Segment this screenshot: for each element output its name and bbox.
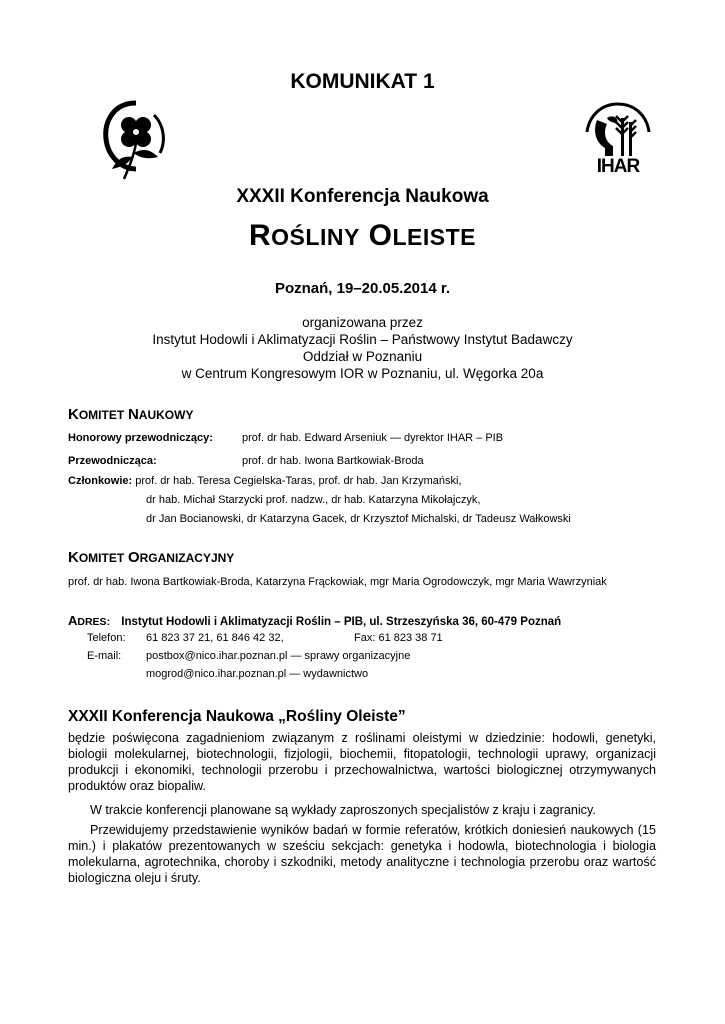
members-line: prof. dr hab. Teresa Cegielska-Taras, prof. dr hab. Jan Krzymański, bbox=[135, 475, 462, 487]
ihar-logo-icon bbox=[583, 100, 653, 180]
email-link[interactable]: postbox@nico.ihar.poznan.pl — sprawy organizacyjne bbox=[146, 650, 411, 662]
fax-value: Fax: 61 823 38 71 bbox=[354, 632, 443, 644]
organizing-committee-heading bbox=[68, 549, 234, 566]
members-label: Członkowie: bbox=[68, 475, 133, 487]
chair-row bbox=[68, 455, 424, 467]
heading-initial: N bbox=[127, 406, 139, 423]
honorary-chair-label: Honorowy przewodniczący: bbox=[68, 432, 213, 444]
honorary-chair-value: prof. dr hab. Edward Arseniuk — dyrektor IHAR – PIB bbox=[242, 432, 504, 444]
organizer-line: organizowana przez bbox=[302, 315, 423, 330]
email-link[interactable]: mogrod@nico.ihar.poznan.pl — wydawnictwo bbox=[146, 668, 369, 680]
address-label-initial: A bbox=[68, 613, 78, 628]
address-row bbox=[68, 613, 561, 628]
description-paragraph: będzie poświęcona zagadnieniom związanym z roślinami oleistymi w dziedzinie: hodowli, genetyki, biologii molekularnej, biotechnologii, fizjologii, biochemii, fitopatologii, technologii uprawy, organizacji produkcji i ekonomiki, technologii przerobu i przechowalnictwa, wartości biologicznej otrzymywanych produktów oraz biopaliw. bbox=[68, 731, 656, 793]
chair-label: Przewodnicząca: bbox=[68, 455, 157, 467]
heading-initial: K bbox=[68, 406, 79, 423]
honorary-chair-row bbox=[68, 432, 504, 444]
address-value: Instytut Hodowli i Aklimatyzacji Roślin – PIB, ul. Strzeszyńska 36, 60-479 Poznań bbox=[121, 616, 562, 628]
oilseed-plant-logo-icon bbox=[100, 95, 172, 185]
conference-name-part-1: OŚLINY bbox=[271, 224, 360, 250]
conference-name bbox=[0, 219, 725, 253]
organizer-line: Instytut Hodowli i Aklimatyzacji Roślin – Państwowy Instytut Badawczy bbox=[152, 332, 573, 347]
heading-part: OMITET bbox=[78, 551, 125, 565]
heading-part: AUKOWY bbox=[138, 408, 194, 422]
organizer-block bbox=[0, 314, 725, 382]
conference-title: XXXII Konferencja Naukowa bbox=[236, 186, 489, 207]
organizing-committee-members: prof. dr hab. Iwona Bartkowiak-Broda, Katarzyna Frąckowiak, mgr Maria Ogrodowczyk, mgr Maria Wawrzyniak bbox=[68, 576, 607, 588]
organizer-line: w Centrum Kongresowym IOR w Poznaniu, ul. Węgorka 20a bbox=[181, 366, 544, 381]
page-title: KOMUNIKAT 1 bbox=[290, 70, 435, 93]
chair-value: prof. dr hab. Iwona Bartkowiak-Broda bbox=[242, 455, 424, 467]
place-date: Poznań, 19–20.05.2014 r. bbox=[274, 280, 451, 297]
address-label: DRES: bbox=[77, 616, 111, 628]
members-line: dr Jan Bocianowski, dr Katarzyna Gacek, dr Krzysztof Michalski, dr Tadeusz Wałkowski bbox=[146, 513, 571, 525]
members-line: dr hab. Michał Starzycki prof. nadzw., dr hab. Katarzyna Mikołajczyk, bbox=[146, 494, 481, 506]
description-heading: XXXII Konferencja Naukowa „Rośliny Oleiste” bbox=[68, 708, 406, 725]
description-paragraph: Przewidujemy przedstawienie wyników badań w formie referatów, krótkich doniesień naukowych (15 min.) i plakatów prezentowanych w sześciu sekcjach: genetyka i hodowla, biotechnologia i biologia molekularna, agrotechnika, choroby i szkodniki, metody analityczne i technologia przerobu oraz wartość biologiczna oleju i śruty. bbox=[68, 823, 656, 885]
members-row bbox=[68, 475, 462, 487]
scientific-committee-heading bbox=[68, 406, 193, 423]
heading-part: RGANIZACYJNY bbox=[139, 551, 235, 565]
organizer-line: Oddział w Poznaniu bbox=[302, 349, 423, 364]
heading-initial: O bbox=[127, 549, 140, 566]
phone-label: Telefon: bbox=[87, 632, 126, 644]
email-label: E-mail: bbox=[87, 650, 122, 662]
description-paragraph: W trakcie konferencji planowane są wykłady zaproszonych specjalistów z kraju i zagranicy. bbox=[90, 803, 596, 817]
phone-value: 61 823 37 21, 61 846 42 32, bbox=[146, 632, 284, 644]
conference-name-initial-2: O bbox=[368, 219, 393, 252]
conference-name-initial-1: R bbox=[249, 219, 272, 252]
ihar-logo-text: IHAR bbox=[596, 156, 640, 177]
heading-initial: K bbox=[68, 549, 79, 566]
heading-part: OMITET bbox=[78, 408, 125, 422]
conference-name-part-2: LEISTE bbox=[392, 224, 476, 250]
